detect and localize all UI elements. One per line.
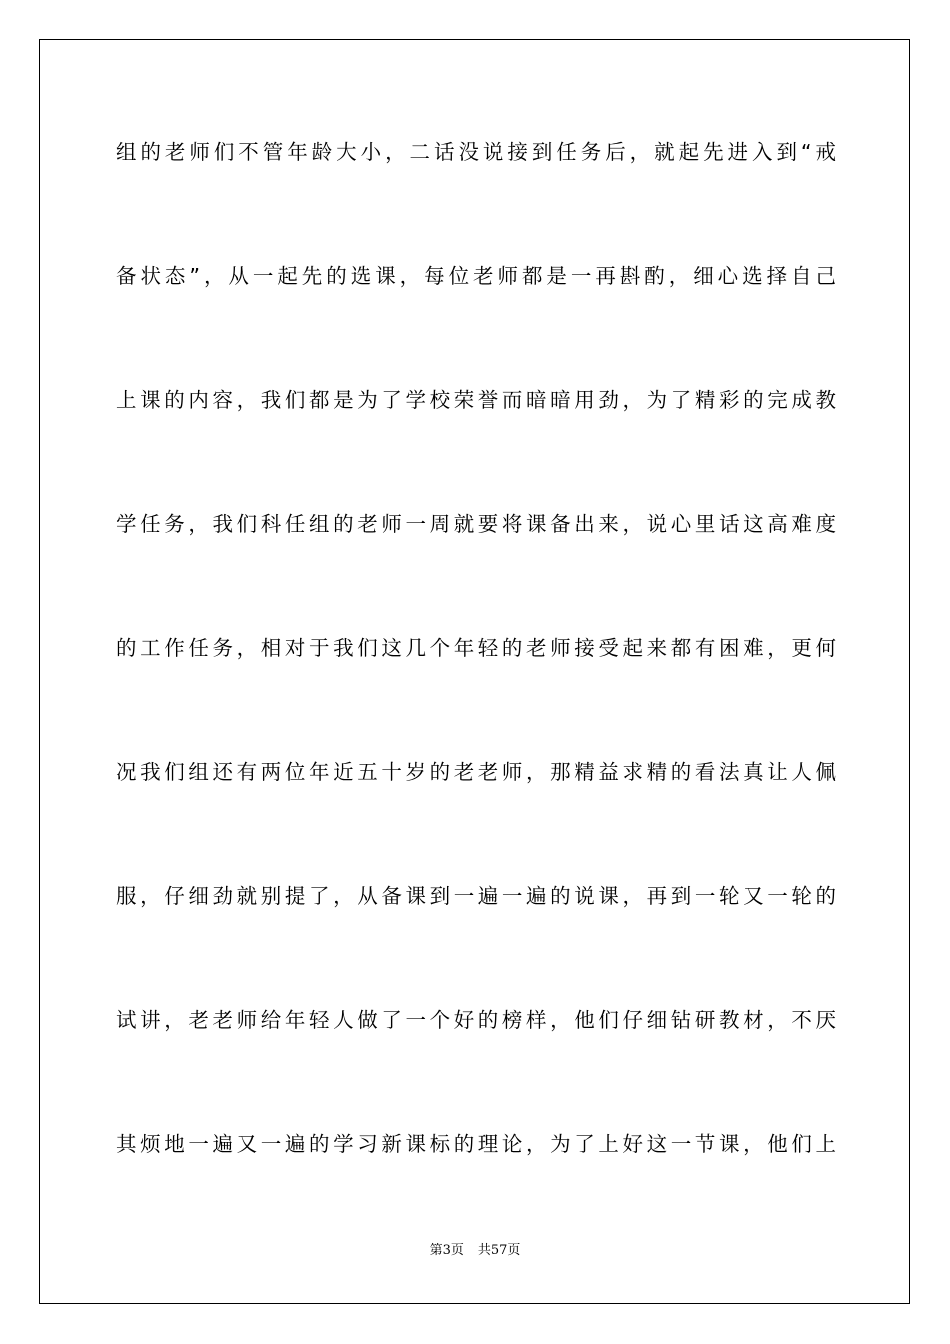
page-total: 共57页 bbox=[477, 1243, 521, 1258]
body-text-line-3: 上课的内容，我们都是为了学校荣誉而暗暗用劲，为了精彩的完成教 bbox=[116, 388, 836, 412]
page-footer bbox=[0, 1242, 950, 1260]
body-text-line-1: 组的老师们不管年龄大小，二话没说接到任务后，就起先进入到“戒 bbox=[116, 140, 836, 164]
body-text-line-9: 其烦地一遍又一遍的学习新课标的理论，为了上好这一节课，他们上 bbox=[116, 1132, 836, 1156]
body-text-line-6: 况我们组还有两位年近五十岁的老老师，那精益求精的看法真让人佩 bbox=[116, 760, 836, 784]
page-border bbox=[39, 39, 910, 1304]
body-text-line-5: 的工作任务，相对于我们这几个年轻的老师接受起来都有困难，更何 bbox=[116, 636, 836, 660]
body-text-line-4: 学任务，我们科任组的老师一周就要将课备出来，说心里话这高难度 bbox=[116, 512, 836, 536]
body-text-line-8: 试讲，老老师给年轻人做了一个好的榜样，他们仔细钻研教材，不厌 bbox=[116, 1008, 836, 1032]
page-number: 第3页 bbox=[429, 1243, 464, 1258]
body-text-line-7: 服，仔细劲就别提了，从备课到一遍一遍的说课，再到一轮又一轮的 bbox=[116, 884, 836, 908]
body-text-line-2: 备状态”，从一起先的选课，每位老师都是一再斟酌，细心选择自己 bbox=[116, 264, 836, 288]
